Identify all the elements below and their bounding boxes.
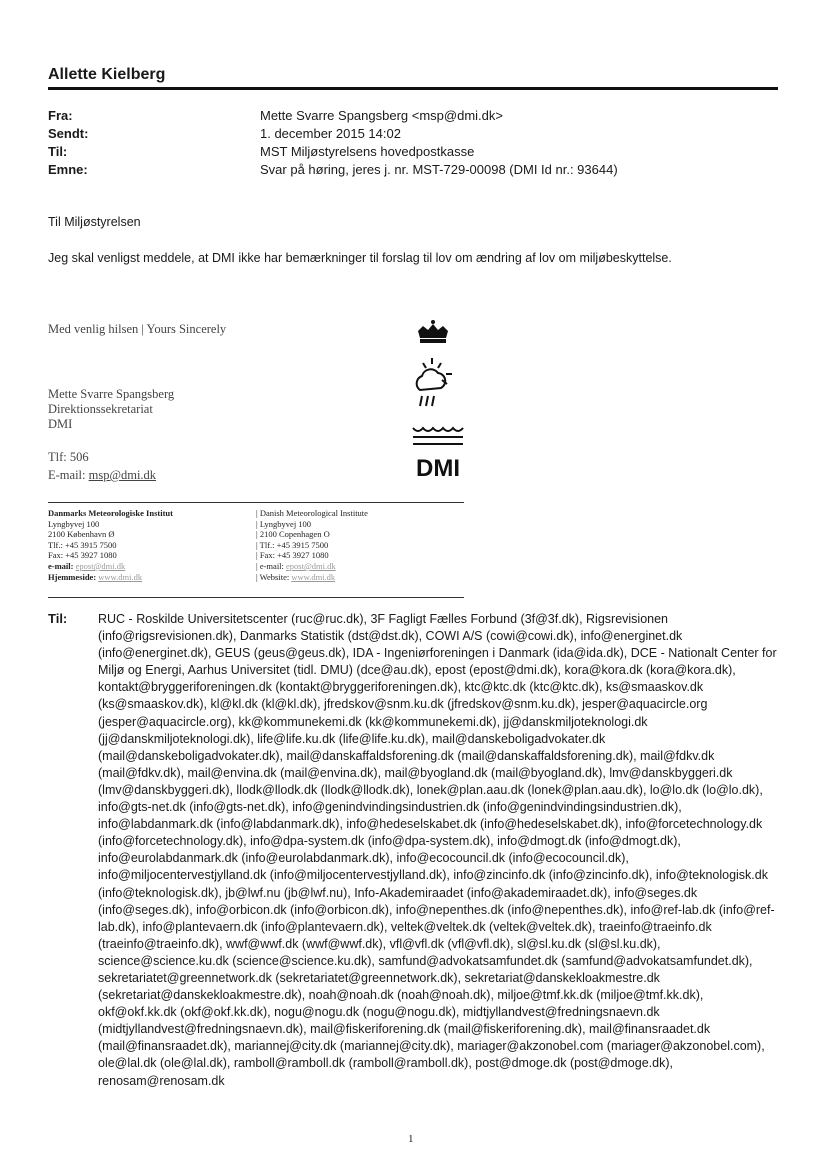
subject-value: Svar på høring, jeres j. nr. MST-729-00098 (DMI Id nr.: 93644) [260, 162, 618, 177]
footer-da-web-label: Hjemmeside: [48, 571, 99, 582]
signature-email-prefix: E-mail: [48, 468, 89, 482]
footer-en-email-link[interactable]: epost@dmi.dk [286, 560, 336, 571]
title-divider [48, 87, 778, 90]
signature-greeting: Med venlig hilsen | Yours Sincerely [48, 322, 227, 336]
waves-icon [413, 428, 463, 444]
signature-department: Direktionssekretariat [48, 402, 153, 416]
from-label: Fra: [48, 108, 73, 123]
salutation: Til Miljøstyrelsen [48, 215, 141, 229]
dmi-logo [408, 318, 468, 488]
footer-en-address: | Lyngbyvej 100 [256, 518, 312, 529]
recipients-divider [48, 597, 464, 598]
footer-da-address: Lyngbyvej 100 [48, 518, 100, 529]
document-title: Allette Kielberg [48, 66, 166, 83]
footer-da-name: Danmarks Meteorologiske Institut [48, 508, 173, 518]
footer-en-web-link[interactable]: www.dmi.dk [291, 571, 336, 582]
footer-en-phone: | Tlf.: +45 3915 7500 [256, 539, 329, 550]
footer-en-name: | Danish Meteorological Institute [256, 508, 368, 518]
signature-email-link[interactable]: msp@dmi.dk [88, 468, 157, 482]
dmi-logo-text: DMI [416, 455, 460, 482]
to-value: MST Miljøstyrelsens hovedpostkasse [260, 144, 475, 159]
signature-org: DMI [48, 417, 73, 431]
footer-da-email-link[interactable]: epost@dmi.dk [75, 560, 126, 571]
footer-danish [48, 508, 173, 582]
signature-phone: Tlf: 506 [48, 450, 89, 464]
footer-da-email-label: e-mail: [48, 560, 76, 571]
crown-icon [418, 320, 448, 343]
footer-da-city: 2100 København Ø [48, 529, 115, 540]
signature-block [48, 387, 174, 432]
message-body: Jeg skal venligst meddele, at DMI ikke har bemærkninger til forslag til lov om ændring af lov om miljøbeskyttelse. [48, 251, 672, 265]
footer-en-fax: | Fax: +45 3927 1080 [256, 550, 329, 561]
footer-da-fax: Fax: +45 3927 1080 [48, 550, 117, 561]
recipients-label: Til: [48, 611, 68, 626]
footer-en-web-label: | Website: [256, 571, 292, 582]
footer-da-phone: Tlf.: +45 3915 7500 [48, 539, 117, 550]
sent-value: 1. december 2015 14:02 [260, 126, 401, 141]
signature-email-line [48, 468, 156, 483]
footer-english [256, 508, 368, 582]
recipients-list: RUC - Roskilde Universitetscenter (ruc@ruc.dk), 3F Fagligt Fælles Forbund (3f@3f.dk), Rigsrevisionen (info@rigsrevisionen.dk), Danmarks Statistik (dst@dst.dk), COWI A/S (cowi@cowi.dk), info@energinet.dk (info@energinet.dk), GEUS (geus@geus.dk), IDA - Ingeniørforeningen i Danmark (ida@ida.dk), DCE - Nationalt Center for Miljø og Energi, Aarhus Universitet (tidl. DMU) (dce@au.dk), epost (epost@dmi.dk), kora@kora.dk (kora@kora.dk), kontakt@bryggeriforeningen.dk (kontakt@bryggeriforeningen.dk), ktc@ktc.dk (ktc@ktc.dk), ks@smaaskov.dk (ks@smaaskov.dk), kl@kl.dk (kl@kl.dk), jfredskov@snm.ku.dk (jfredskov@snm.ku.dk), jesper@aquacircle.org (jesper@aquacircle.org), kk@kommunekemi.dk (kk@kommunekemi.dk), jj@danskmiljoteknologi.dk (jj@danskmiljoteknologi.dk), life@life.ku.dk (life@life.ku.dk), mail@danskeboligadvokater.dk (mail@danskeboligadvokater.dk), mail@danskaffaldsforening.dk (mail@danskaffaldsforening.dk), mail@fdkv.dk (mail@fdkv.dk), mail@envina.dk (mail@envina.dk), mail@byogland.dk (mail@byogland.dk), lmv@danskbyggeri.dk (lmv@danskbyggeri.dk), llodk@llodk.dk (llodk@llodk.dk), lonek@plan.aau.dk (lonek@plan.aau.dk), lo@lo.dk (lo@lo.dk), info@gts-net.dk (info@gts-net.dk), info@genindvindingsindustrien.dk (info@genindvindingsindustrien.dk), info@labdanmark.dk (info@labdanmark.dk), info@hedeselskabet.dk (info@hedeselskabet.dk), info@forcetechnology.dk (info@forcetechnology.dk), info@dpa-system.dk (info@dpa-system.dk), info@dmogt.dk (info@dmogt.dk), info@eurolabdanmark.dk (info@eurolabdanmark.dk), info@ecocouncil.dk (info@ecocouncil.dk), info@miljocentervestjylland.dk (info@miljocentervestjylland.dk), info@zincinfo.dk (info@zincinfo.dk), info@teknologisk.dk (info@teknologisk.dk), jb@lwf.nu (jb@lwf.nu), Info-Akademiraadet (info@akademiraadet.dk), info@seges.dk (info@seges.dk), info@orbicon.dk (info@orbicon.dk), info@nepenthes.dk (info@nepenthes.dk), info@ref-lab.dk (info@ref-lab.dk), info@plantevaern.dk (info@plantevaern.dk), veltek@veltek.dk (veltek@veltek.dk), traeinfo@traeinfo.dk (traeinfo@traeinfo.dk), wwf@wwf.dk (wwf@wwf.dk), vfl@vfl.dk (vfl@vfl.dk), sl@sl.ku.dk (sl@sl.ku.dk), science@science.ku.dk (science@science.ku.dk), samfund@advokatsamfundet.dk (samfund@advokatsamfundet.dk), sekretariatet@greennetwork.dk (sekretariatet@greennetwork.dk), sekretariat@danskekloakmestre.dk (sekretariat@danskekloakmestre.dk), noah@noah.dk (noah@noah.dk), miljoe@tmf.kk.dk (miljoe@tmf.kk.dk), okf@okf.kk.dk (okf@okf.kk.dk), nogu@nogu.dk (nogu@nogu.dk), midtjyllandvest@fredningsnaevn.dk (midtjyllandvest@fredningsnaevn.dk), mail@fiskeriforening.dk (mail@fiskeriforening.dk), mail@finansraadet.dk (mail@finansraadet.dk), mariannej@city.dk (mariannej@city.dk), mariager@akzonobel.com (mariager@akzonobel.com), ole@lal.dk (ole@lal.dk), ramboll@ramboll.dk (ramboll@ramboll.dk), post@dmoge.dk (post@dmoge.dk), renosam@renosam.dk [98, 612, 777, 1088]
footer-divider [48, 502, 464, 503]
signature-name: Mette Svarre Spangsberg [48, 387, 175, 401]
from-value: Mette Svarre Spangsberg <msp@dmi.dk> [260, 108, 503, 123]
footer-da-web-link[interactable]: www.dmi.dk [98, 571, 143, 582]
footer-en-city: | 2100 Copenhagen O [256, 529, 330, 540]
footer-en-email-label: | e-mail: [256, 560, 287, 571]
page-number: 1 [408, 1133, 414, 1145]
subject-label: Emne: [48, 162, 88, 177]
sent-label: Sendt: [48, 126, 89, 141]
weather-sun-cloud-rain-icon [417, 358, 452, 406]
to-label: Til: [48, 144, 68, 159]
